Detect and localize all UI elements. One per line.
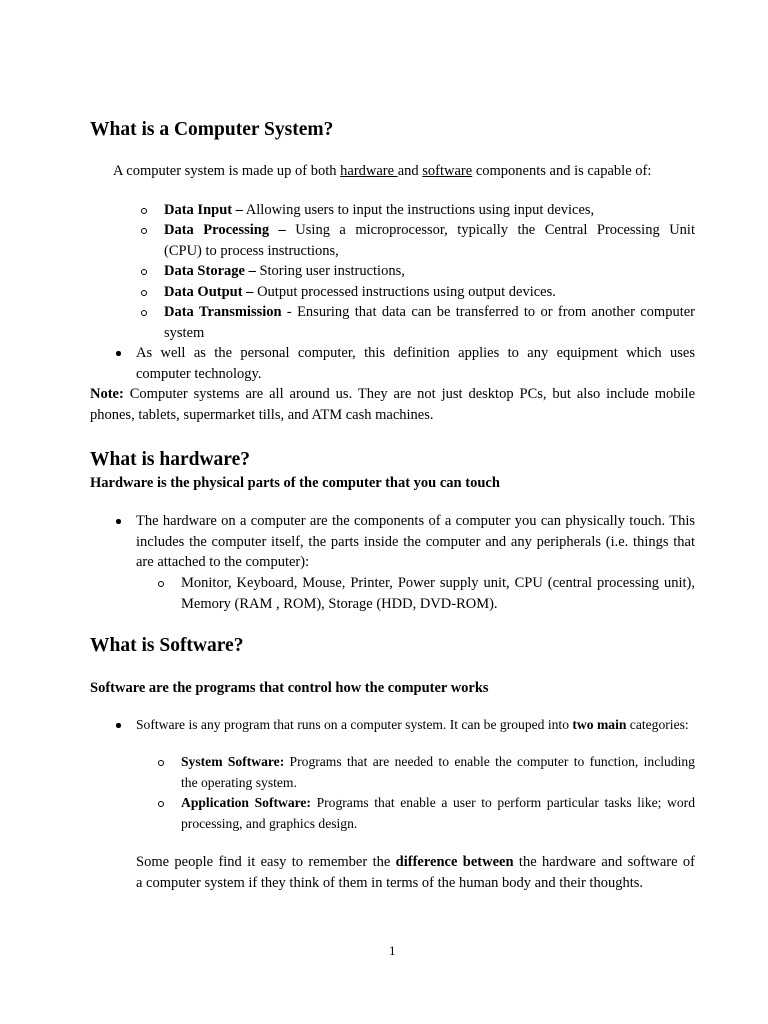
term-data-output: Data Output – [164,284,254,300]
list-item-application-software: Application Software: Programs that enable a user to perform particular tasks like; word processing, and graphics design. [181,795,695,831]
bullet-icon [116,723,121,728]
subheading-software: Software are the programs that control how the computer works [90,680,489,696]
list-item-data-processing: Data Processing – Using a microprocessor, typically the Central Processing Unit (CPU) to process instructions, [164,222,695,259]
list-item-data-output: Data Output – Output processed instructions using output devices. [164,284,556,300]
bullet-icon [116,351,121,356]
subheading-hardware: Hardware is the physical parts of the computer that you can touch [90,475,500,491]
term-system-software: System Software: [181,754,285,769]
intro-text-end: components and is capable of: [472,163,652,179]
list-item-data-transmission: Data Transmission - Ensuring that data can be transferred to or from another computer system [164,304,695,341]
difference-emphasis: difference between [395,854,514,870]
bullet-software-description: Software is any program that runs on a computer system. It can be grouped into two main categories: [136,717,689,732]
term-application-software: Application Software: [181,795,311,810]
hollow-bullet-icon [141,290,147,296]
hollow-bullet-icon [141,228,147,234]
hollow-bullet-icon [158,801,164,807]
heading-hardware: What is hardware? [90,449,250,470]
software-link[interactable]: software [422,163,473,179]
heading-software: What is Software? [90,635,244,656]
heading-computer-system: What is a Computer System? [90,119,334,140]
term-data-storage: Data Storage – [164,263,256,279]
term-data-transmission: Data Transmission [164,304,282,320]
hollow-bullet-icon [141,310,147,316]
intro-paragraph [113,161,651,182]
two-main-emphasis: two main [572,717,627,732]
list-item-data-input: Data Input – Allowing users to input the instructions using input devices, [164,202,595,218]
hollow-bullet-icon [158,581,164,587]
note-label: Note: [90,386,124,402]
hollow-bullet-icon [141,269,147,275]
page-number: 1 [389,943,396,958]
difference-paragraph: Some people find it easy to remember the difference between the hardware and software of a computer system if they think of them in terms of the human body and their thoughts. [136,854,696,891]
list-item-system-software: System Software: Programs that are needed to enable the computer to function, including the operating system. [181,754,695,790]
list-item-data-storage: Data Storage – Storing user instructions, [164,263,405,279]
intro-text-start: A computer system is made up of both [113,163,341,179]
bullet-icon [116,519,121,524]
list-item-hardware-examples: Monitor, Keyboard, Mouse, Printer, Power supply unit, CPU (central processing unit), Memory (RAM , ROM), Storage (HDD, DVD-ROM). [181,575,695,612]
term-data-processing: Data Processing – [164,222,286,238]
intro-text-mid: and [397,163,423,179]
hardware-link[interactable]: hardware [340,163,398,179]
term-data-input: Data Input – [164,202,243,218]
bullet-hardware-description: The hardware on a computer are the components of a computer you can physically touch. This includes the computer itself, the parts inside the computer and any peripherals (i.e. things that are attached to the computer): [136,513,695,570]
hollow-bullet-icon [141,208,147,214]
hollow-bullet-icon [158,760,164,766]
note-paragraph: Note: Computer systems are all around us. They are not just desktop PCs, but also include mobile phones, tablets, supermarket tills, and ATM cash machines. [90,386,695,423]
bullet-personal-computer: As well as the personal computer, this definition applies to any equipment which uses computer technology. [136,345,695,382]
